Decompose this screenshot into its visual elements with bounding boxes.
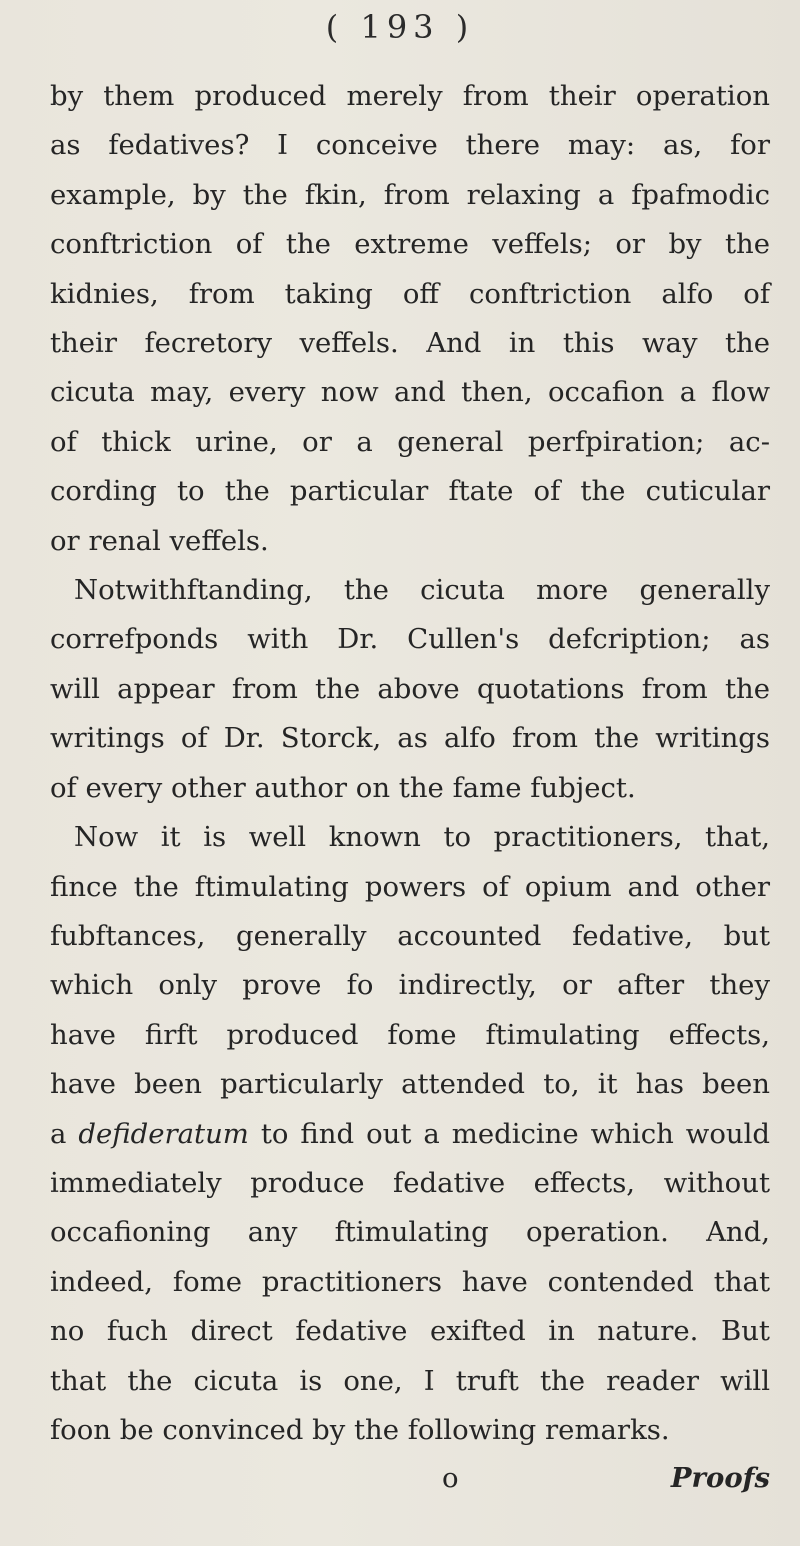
text-line: their fecretory veffels. And in this way the [50, 327, 770, 360]
text-line: have been particularly attended to, it has been [50, 1068, 770, 1101]
text-line [50, 1110, 770, 1159]
text-line: foon be convinced by the following remarks. [50, 1413, 670, 1446]
text-line: by them produced merely from their operation [50, 80, 770, 112]
text-line: conftriction of the extreme veffels; or by the [50, 228, 770, 261]
text-line: kidnies, from taking off conftriction alfo of [50, 277, 770, 310]
text-line: fince the ftimulating powers of opium and other [50, 870, 770, 903]
text-line: correfponds with Dr. Cullen's defcription; as [50, 623, 770, 656]
text-line: Notwithftanding, the cicuta more generally [74, 574, 770, 607]
text-line: as fedatives? I conceive there may: as, for [50, 129, 770, 162]
text-segment: to find out a medicine which would [248, 1117, 770, 1150]
text-line: cording to the particular ftate of the cuticular [50, 475, 770, 508]
text-line: indeed, fome practitioners have contended that [50, 1265, 770, 1298]
page-footer [50, 1456, 770, 1506]
text-line: of every other author on the fame fubject. [50, 771, 636, 804]
text-line: will appear from the above quotations from the [50, 672, 770, 705]
text-line: no fuch direct fedative exifted in nature. But [50, 1315, 770, 1348]
text-line: of thick urine, or a general perfpiration; ac- [50, 425, 770, 458]
catchword: Proofs [670, 1462, 770, 1494]
text-line: occafioning any ftimulating operation. And, [50, 1216, 770, 1249]
text-line: that the cicuta is one, I truft the reader will [50, 1364, 770, 1397]
text-line: example, by the fkin, from relaxing a fpafmodic [50, 178, 770, 211]
signature-mark: o [442, 1462, 459, 1494]
text-line: or renal veffels. [50, 524, 269, 557]
text-line: have firft produced fome ftimulating effects, [50, 1018, 770, 1051]
italic-term: defideratum [78, 1117, 249, 1150]
text-line: writings of Dr. Storck, as alfo from the writings [50, 722, 770, 755]
page-number: ( 193 ) [325, 8, 475, 46]
text-line: fubftances, generally accounted fedative, but [50, 919, 770, 952]
body-text [50, 72, 770, 1455]
text-segment: a [50, 1117, 79, 1150]
text-line: cicuta may, every now and then, occafion a flow [50, 376, 770, 409]
text-line: which only prove fo indirectly, or after they [50, 969, 770, 1002]
text-line: immediately produce fedative effects, without [50, 1166, 770, 1199]
text-line: Now it is well known to practitioners, that, [74, 821, 770, 854]
